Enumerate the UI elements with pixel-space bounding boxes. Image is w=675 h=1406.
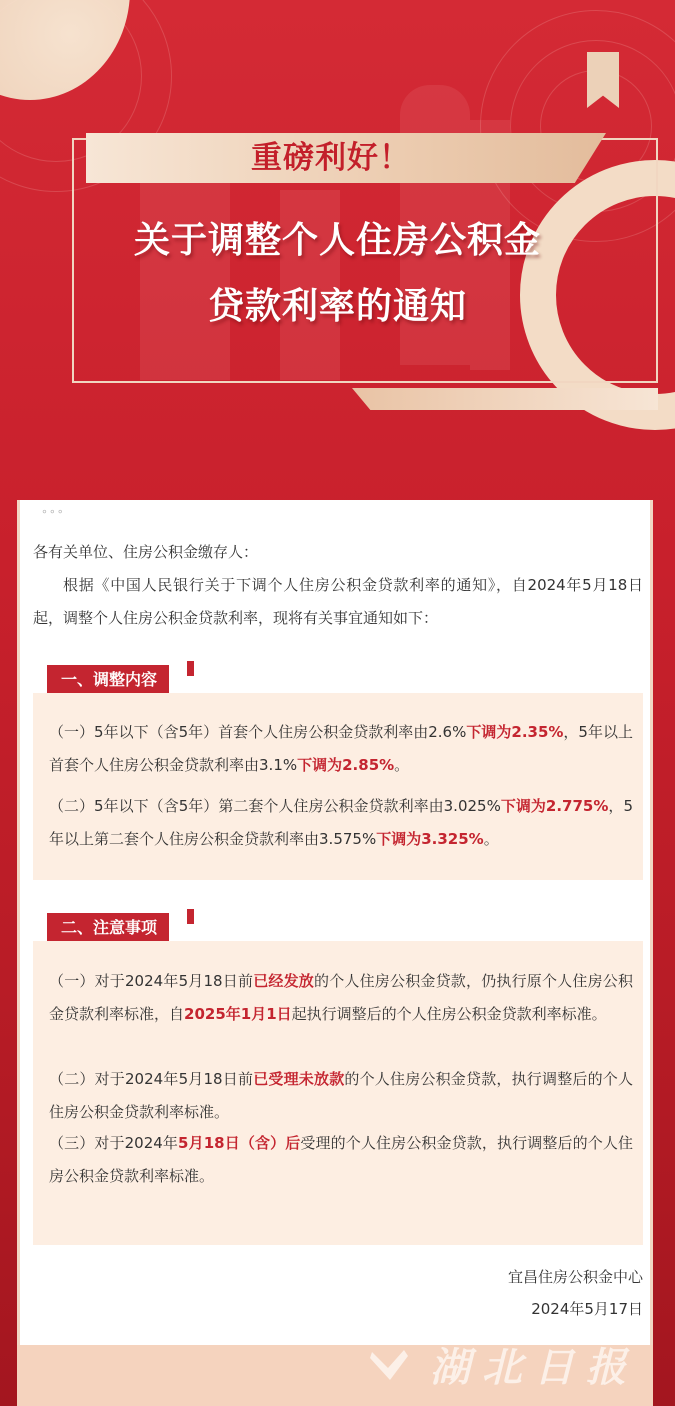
dots-icon: ∘∘∘ [41, 505, 65, 518]
notes-item-2 [49, 1063, 633, 1129]
intro-paragraph: 根据《中国人民银行关于下调个人住房公积金贷款利率的通知》，自2024年5月18日起，调整个人住房公积金贷款利率，现将有关事宜通知如下： [33, 576, 643, 627]
signature-date: 2024年5月17日 [531, 1300, 643, 1318]
highlight: 下调为3.325% [376, 830, 484, 848]
text: （一）5年以下（含5年）首套个人住房公积金贷款利率由2.6% [49, 723, 467, 741]
highlight: 5月18日（含）后 [178, 1134, 301, 1152]
decorative-bar [352, 388, 658, 410]
adjustment-panel [33, 693, 643, 880]
header-banner-area [0, 0, 675, 500]
hubei-daily-logo-icon [368, 1346, 414, 1386]
greeting: 各有关单位、住房公积金缴存人： [33, 543, 259, 561]
page-title-line2: 贷款利率的通知 [207, 286, 467, 327]
text: 。 [394, 756, 410, 774]
highlight: 已受理未放款 [253, 1070, 345, 1088]
text: ，5年以上第二套个人住房公积金贷款利率由3.575% [49, 797, 633, 848]
text: 的个人住房公积金贷款，仍执行原个人住房公积金贷款利率标准，自 [49, 972, 633, 1023]
text: 的个人住房公积金贷款，执行调整后的个人住房公积金贷款利率标准。 [49, 1070, 633, 1121]
notes-item-1 [49, 965, 633, 1031]
text: 受理的个人住房公积金贷款，执行调整后的个人住房公积金贷款利率标准。 [49, 1134, 633, 1185]
text: 。 [483, 830, 499, 848]
highlight: 已经发放 [253, 972, 314, 990]
adjustment-item-2 [49, 790, 633, 856]
section-tag-tab [187, 661, 194, 676]
watermark: 湖北日报 [430, 1345, 638, 1391]
section-tag-tab [187, 909, 194, 924]
section-tag-adjustment: 一、调整内容 [47, 665, 169, 695]
text: （一）对于2024年5月18日前 [49, 972, 254, 990]
text: （二）5年以下（含5年）第二套个人住房公积金贷款利率由3.025% [49, 797, 501, 815]
page-title-line1: 关于调整个人住房公积金 [133, 220, 541, 261]
highlight: 下调为2.775% [500, 797, 609, 815]
section-tag-notes: 二、注意事项 [47, 913, 169, 943]
text: （二）对于2024年5月18日前 [49, 1070, 254, 1088]
highlight: 下调为2.85% [297, 756, 395, 774]
notes-item-3 [49, 1127, 633, 1193]
signature-org: 宜昌住房公积金中心 [507, 1268, 643, 1286]
highlight: 2025年1月1日 [184, 1005, 292, 1023]
text: ，5年以上首套个人住房公积金贷款利率由3.1% [49, 723, 633, 774]
adjustment-item-1 [49, 716, 633, 782]
notes-panel [33, 941, 643, 1245]
text: （三）对于2024年 [49, 1134, 179, 1152]
banner-text: 重磅利好！ [251, 140, 411, 176]
text: 起执行调整后的个人住房公积金贷款利率标准。 [291, 1005, 607, 1023]
highlight: 下调为2.35% [466, 723, 564, 741]
